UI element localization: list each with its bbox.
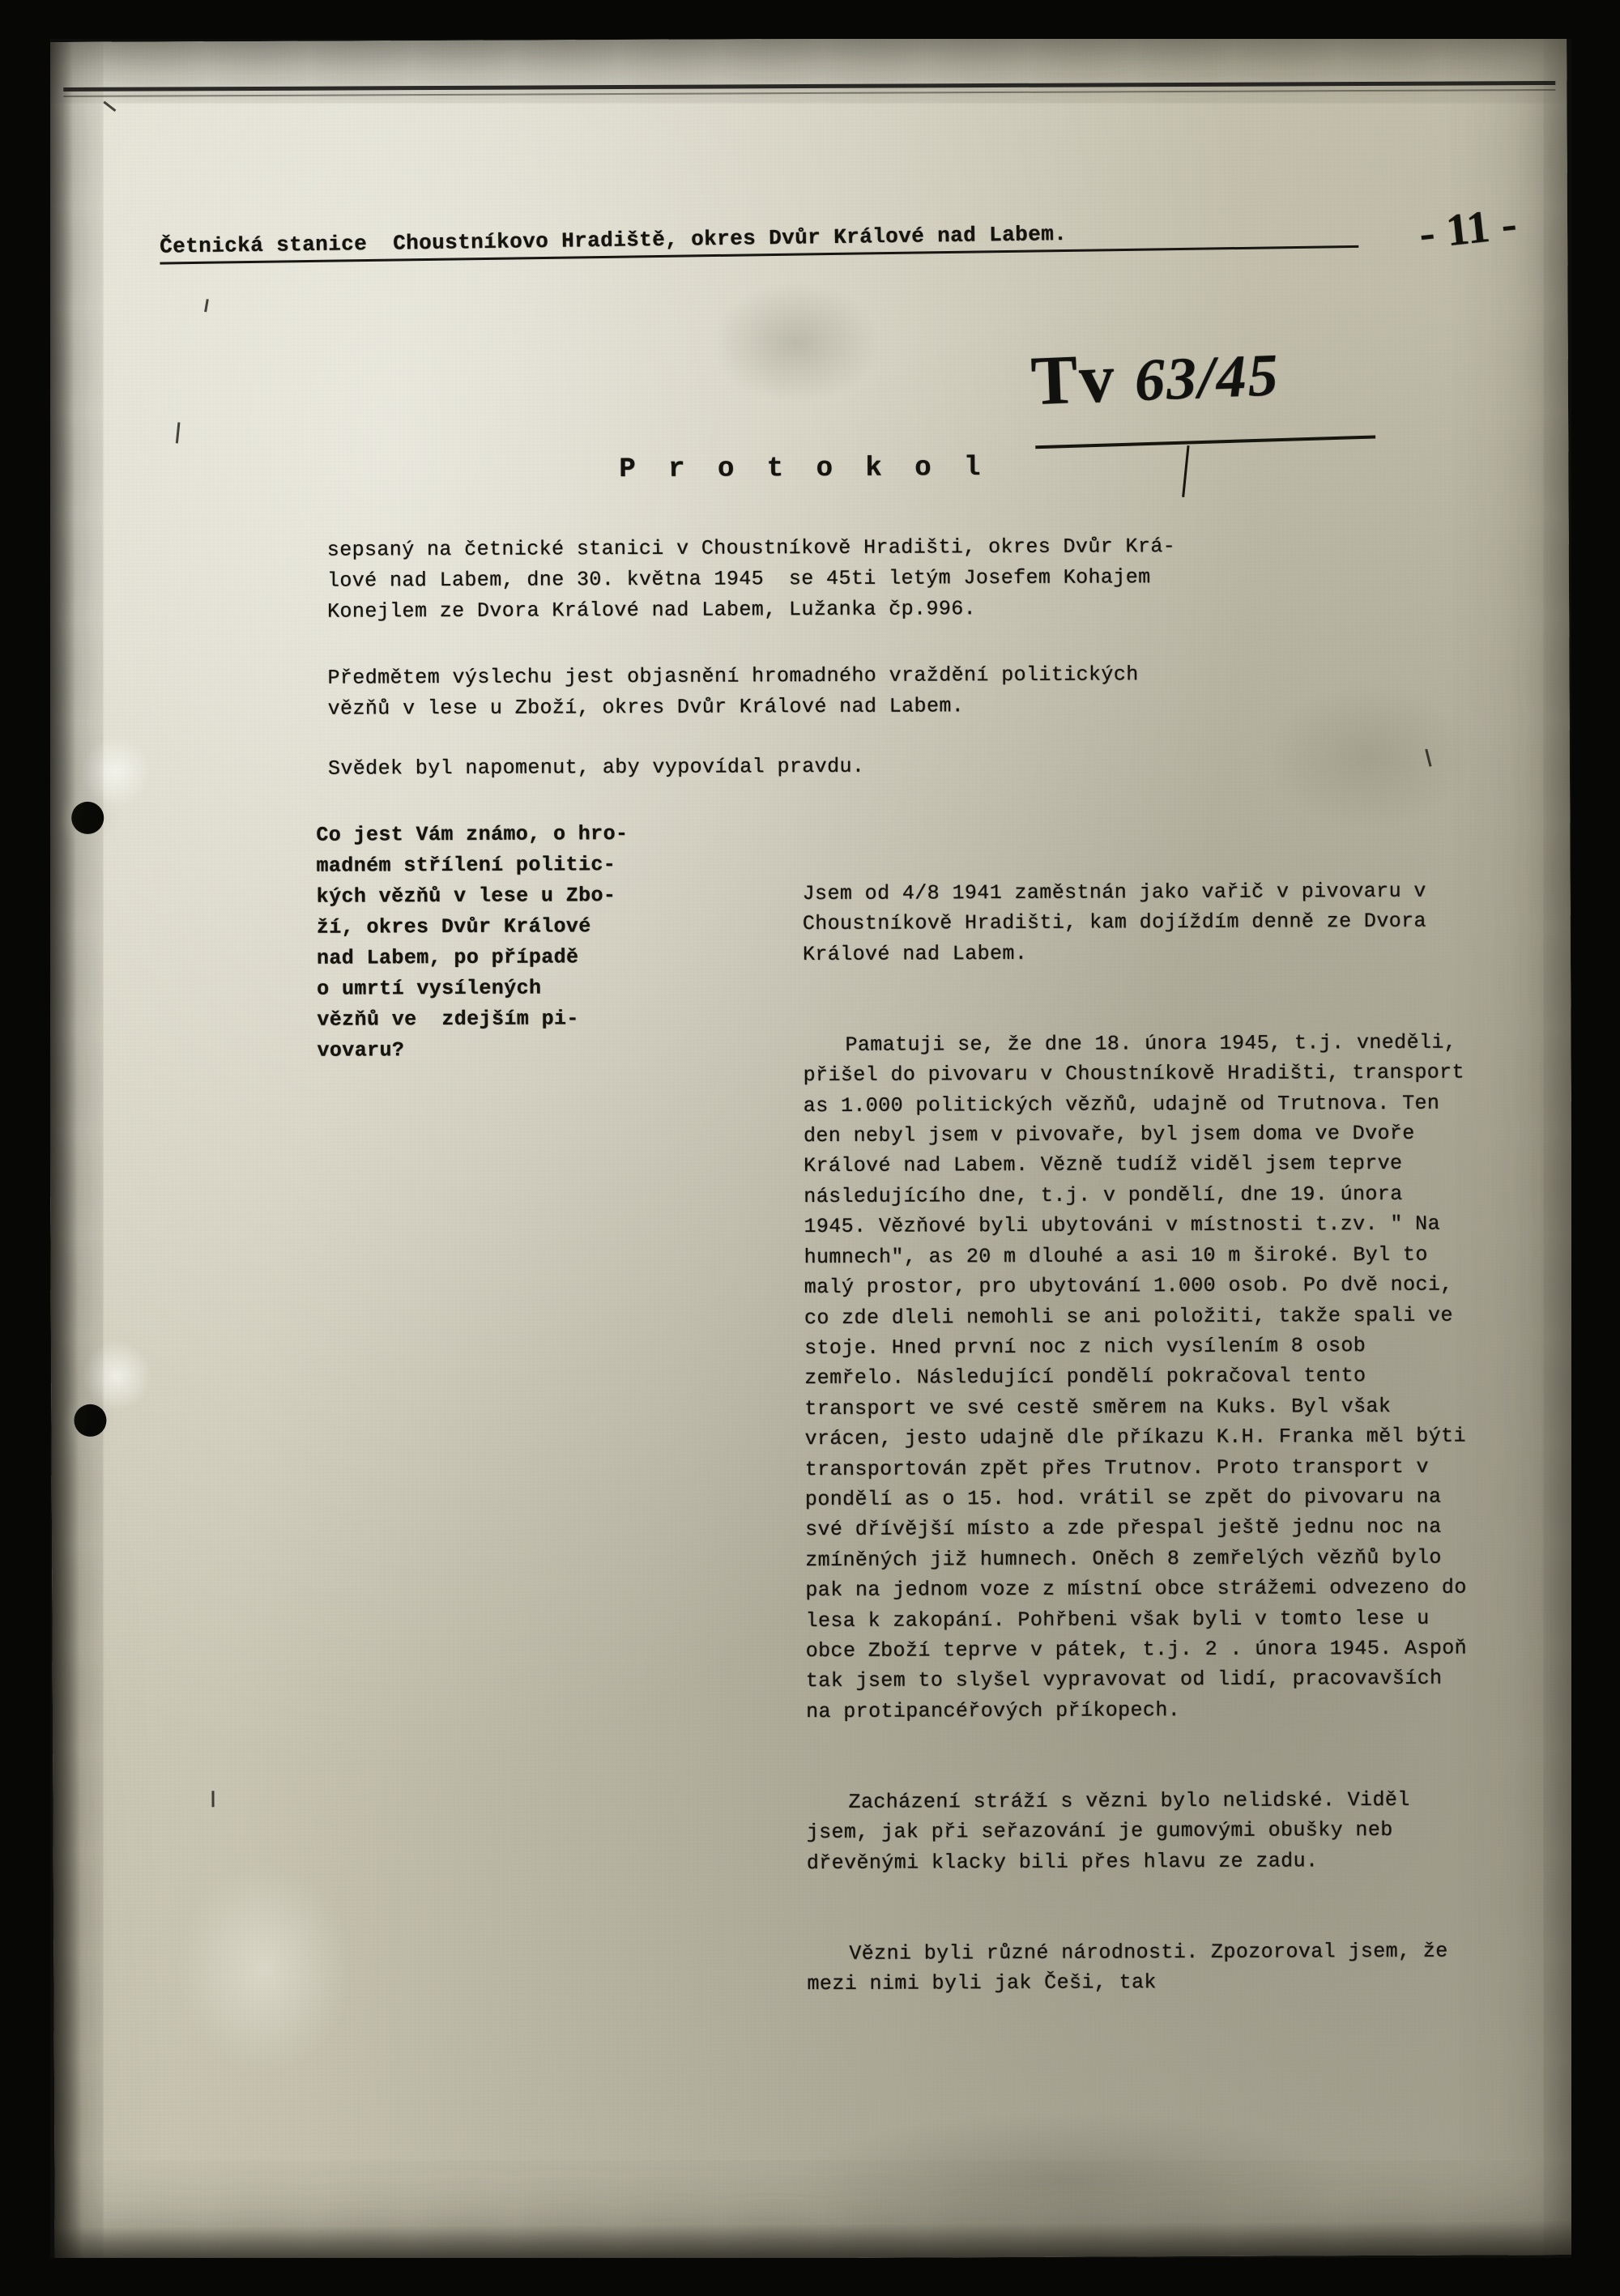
handwritten-file-mark: [1030, 330, 1281, 421]
answer-paragraph: Jsem od 4/8 1941 zaměstnán jako vařič v pivovaru v Choustníkově Hradišti, kam dojíždím denně ze Dvora Králové nad Labem.: [802, 879, 1439, 966]
file-mark-underline: [1035, 435, 1375, 449]
punch-hole-upper: [71, 802, 104, 834]
punch-hole-halo: [81, 737, 151, 807]
document-page: [45, 36, 1576, 2261]
punch-hole-halo: [82, 1341, 151, 1411]
paper-stain: [710, 282, 881, 404]
file-mark-number: 63/45: [1133, 342, 1281, 415]
bottom-shadow: [55, 2221, 1576, 2261]
interrogation-answer: [802, 815, 1480, 2060]
answer-paragraph: Vězni byli různé národnosti. Zpozoroval jsem, že mezi nimi byli jak Češi, tak: [807, 1939, 1461, 1996]
file-mark-slash: [1182, 445, 1189, 497]
paper-highlight: [175, 1863, 354, 2074]
intro-paragraph-1: sepsaný na četnické stanici v Choustníkově Hradišti, okres Dvůr Krá- lové nad Labem, dne 30. května 1945 se 45ti letým Josefem Kohajem Konejlem ze Dvora Králové nad Labem, Lužanka čp.996.: [326, 535, 1176, 624]
answer-paragraph: Zacházení stráží s vězni bylo nelidské. Viděl jsem, jak při seřazování je gumovými obušky neb dřevěnými klacky bili přes hlavu ze zadu.: [806, 1787, 1423, 1875]
intro-paragraph-2: Předmětem výslechu jest objasnění hromadného vraždění politických vězňů v lese u Zboží, okres Dvůr Králové nad Labem.: [327, 662, 1139, 721]
handwritten-page-number: - 11 -: [1417, 198, 1520, 259]
stray-mark: [204, 299, 209, 312]
answer-paragraph: Pamatuji se, že dne 18. února 1945, t.j. vneděli, přišel do pivovaru v Choustníkově Hradišti, transport as 1.000 politických vězňů, udajně od Trutnova. Ten den nebyl jsem v pivovaře, byl jsem doma ve Dvoře Králové nad Labem. Vězně tudíž viděl jsem teprve následujícího dne, t.j. v pondělí, dne 19. února 1945. Vězňové byli ubytováni v místnosti t.zv. " Na humnech", as 20 m dlouhé a asi 10 m široké. Byl to malý prostor, pro ubytování 1.000 osob. Po dvě noci, co zde dleli nemohli se ani položiti, takže spali ve stoje. Hned první noc z nich vysílením 8 osob zemřelo. Následující pondělí pokračoval tento transport ve své cestě směrem na Kuks. Byl však vrácen, jesto udajně dle příkazu K.H. Franka měl býti transportován zpět přes Trutnov. Proto transport v pondělí as o 15. hod. vrátil se zpět do pivovaru na své dřívější místo a zde přespal ještě jednu noc na zmíněných již humnech. Oněch 8 zemřelých vězňů bylo pak na jednom voze z místní obce strážemi odvezeno do lesa k zakopání. Pohřbeni však byli v tomto lese u obce Zboží teprve v pátek, t.j. 2 . února 1945. Aspoň tak jsem to slyšel vypravovat od lidí, pracovavších na protipancéřových příkopech.: [803, 1030, 1480, 1723]
file-mark-prefix: Tv: [1030, 339, 1118, 420]
scan-edge-left: [0, 0, 50, 2296]
stray-mark: [103, 101, 116, 112]
binding-shadow: [45, 42, 83, 2261]
punch-hole-lower: [74, 1404, 106, 1437]
page-title: P r o t o k o l: [619, 453, 989, 486]
stray-mark: [211, 1791, 214, 1807]
scan-edge-right: [1571, 0, 1620, 2296]
stray-mark: [176, 422, 181, 443]
intro-paragraph-3: Svědek byl napomenut, aby vypovídal pravdu.: [327, 754, 865, 781]
scan-edge-bottom: [0, 2258, 1620, 2296]
scan-edge-top: [0, 0, 1620, 39]
document-header-station: Četnická stanice Choustníkovo Hradiště, okres Dvůr Králové nad Labem.: [160, 217, 1358, 265]
interrogation-question: Co jest Vám známo, o hro- madném střílení politic- kých vězňů v lese u Zbo- ží, okres Dvůr Králové nad Labem, po případě o umrtí vysílených vězňů ve zdejším pi- vovaru?: [316, 821, 629, 1063]
